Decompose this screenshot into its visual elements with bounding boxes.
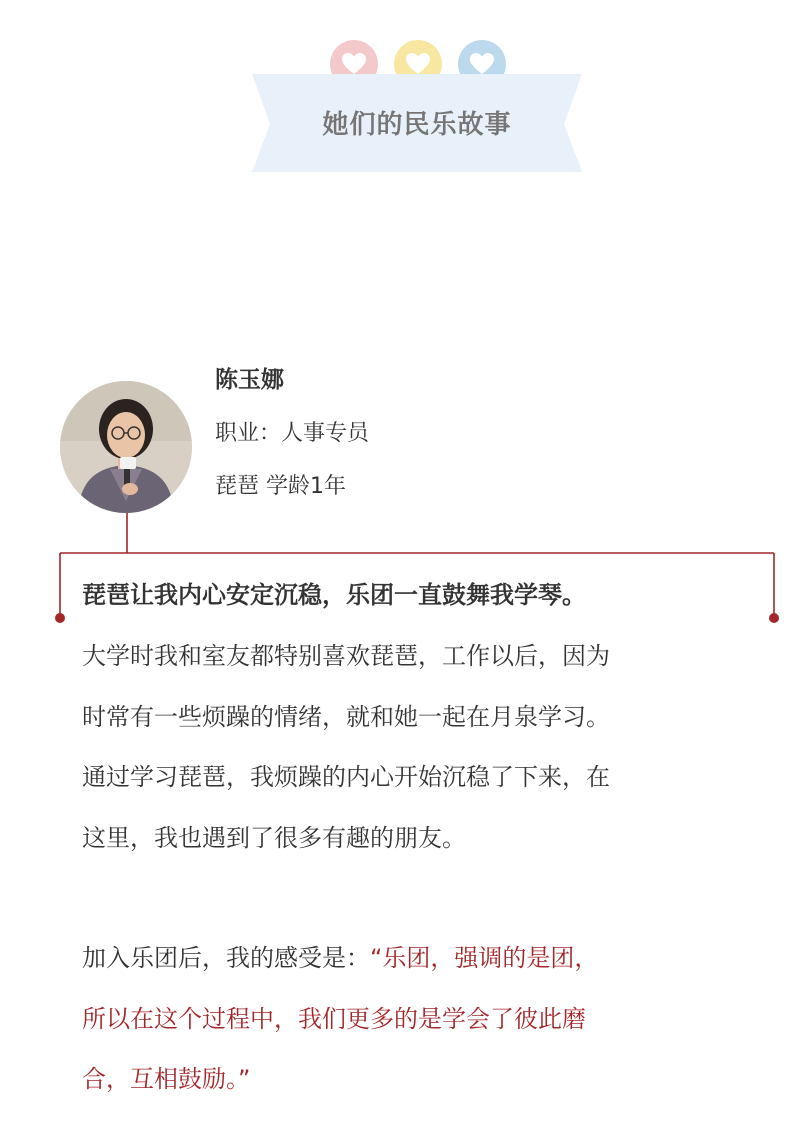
avatar <box>60 381 192 513</box>
avatar-photo <box>60 381 192 513</box>
quote-bracket <box>50 513 790 633</box>
profile-name: 陈玉娜 <box>215 367 284 393</box>
story-line: 这里，我也遇到了很多有趣的朋友。 <box>82 824 466 852</box>
story-line: 通过学习琵琶，我烦躁的内心开始沉稳了下来，在 <box>82 763 610 791</box>
story-line: 时常有一些烦躁的情绪，就和她一起在月泉学习。 <box>82 703 610 731</box>
section-title: 她们的民乐故事 <box>322 109 512 140</box>
story-headline: 琵琶让我内心安定沉稳，乐团一直鼓舞我学琴。 <box>82 581 586 609</box>
title-banner <box>252 70 582 174</box>
quote-text-start: “乐团，强调的是团， <box>370 944 599 972</box>
bracket-left-dot <box>55 613 65 623</box>
quote-line-3: 合，互相鼓励。” <box>82 1065 251 1093</box>
story-line: 大学时我和室友都特别喜欢琵琶，工作以后，因为 <box>82 642 610 670</box>
quote-intro: 加入乐团后，我的感受是： <box>82 944 370 972</box>
profile-study: 琵琶 学龄1年 <box>215 474 346 499</box>
quote-line-1 <box>82 938 762 973</box>
bracket-right-dot <box>769 613 779 623</box>
profile-job: 职业：人事专员 <box>215 421 370 446</box>
quote-line-2: 所以在这个过程中，我们更多的是学会了彼此磨 <box>82 1005 586 1033</box>
